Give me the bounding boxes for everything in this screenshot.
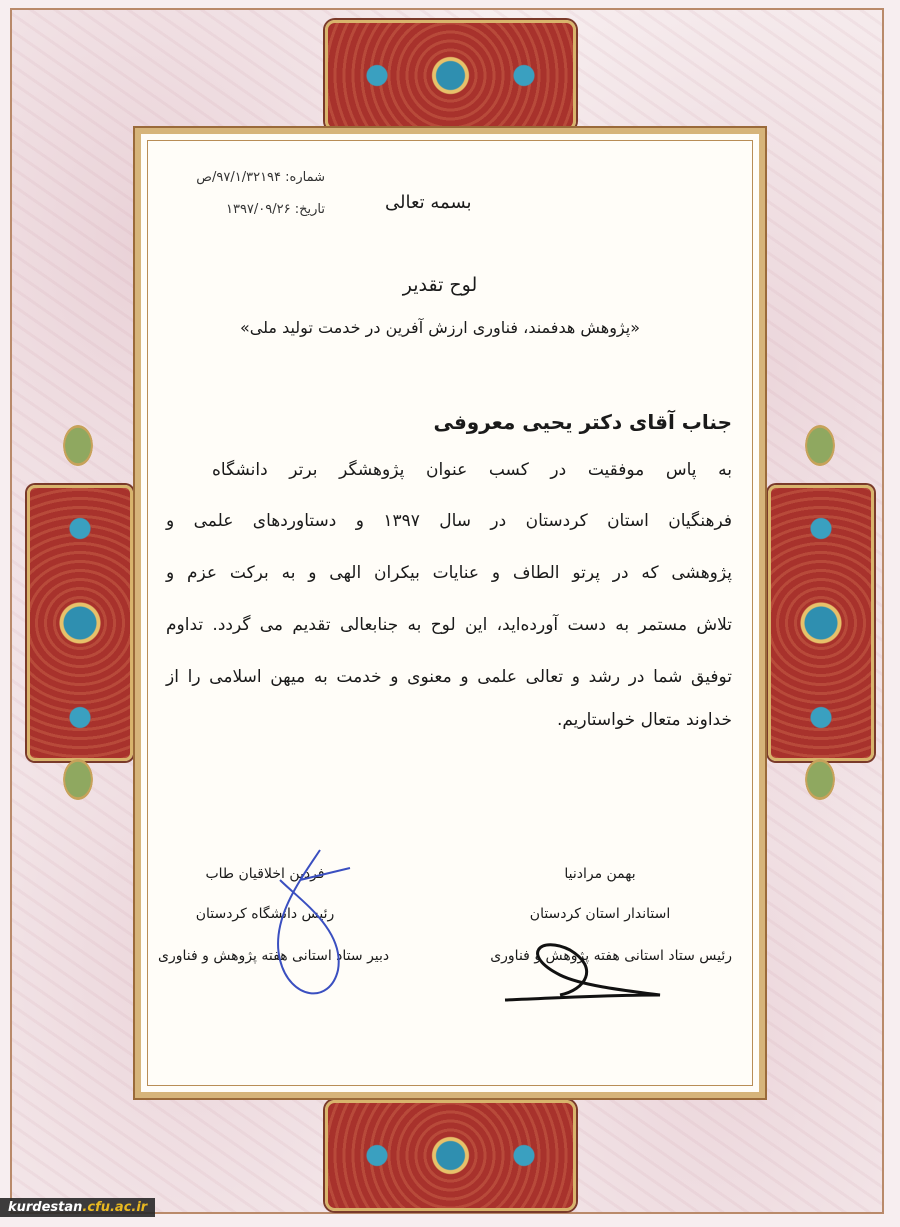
certificate-subtitle: «پژوهش هدفمند، فناوری ارزش آفرین در خدمت تولید ملی» xyxy=(240,318,640,337)
website-watermark xyxy=(0,1198,155,1217)
date-label: تاریخ: xyxy=(294,202,325,217)
body-line-2: فرهنگیان استان کردستان در سال ۱۳۹۷ و دستاوردهای علمی و xyxy=(166,511,732,531)
body-line-1: به پاس موفقیت در کسب عنوان پژوهشگر برتر دانشگاه xyxy=(212,460,732,480)
body-line-5: توفیق شما در رشد و تعالی علمی و معنوی و خدمت به میهن اسلامی را از xyxy=(166,667,732,687)
body-line-3: پژوهشی که در پرتو الطاف و عنایات بیکران الهی و به برکت عزم و xyxy=(166,563,732,583)
invocation: بسمه تعالی xyxy=(385,192,472,213)
signatory-1-name: بهمن مرادنیا xyxy=(564,866,636,882)
signature-black xyxy=(505,945,660,1000)
signatory-2-position: رئیس دانشگاه کردستان xyxy=(195,906,335,922)
number-label: شماره: xyxy=(285,170,325,185)
signatory-2-name: فردین اخلاقیان طاب xyxy=(205,866,325,882)
recipient-name: جناب آقای دکتر یحیی معروفی xyxy=(433,410,732,434)
signatory-1-role: رئیس ستاد استانی هفته پژوهش و فناوری xyxy=(490,948,732,964)
signatory-1-position: استاندار استان کردستان xyxy=(529,906,671,922)
signature-blue xyxy=(278,850,350,993)
watermark-suffix: .cfu.ac.ir xyxy=(82,1200,148,1215)
body-line-4: تلاش مستمر به دست آورده‌اید، این لوح به جنابعالی تقدیم می گردد. تداوم xyxy=(166,615,732,635)
watermark-domain: kurdestan xyxy=(8,1200,83,1215)
date-value: ۱۳۹۷/۰۹/۲۶ xyxy=(225,202,291,217)
number-value: ۹۷/۱/۳۲۱۹۴/ص xyxy=(196,170,282,185)
certificate-title: لوح تقدیر xyxy=(402,274,478,296)
signatory-2-role: دبیر ستاد استانی هفته پژوهش و فناوری xyxy=(158,948,390,964)
body-line-6: خداوند متعال خواستاریم. xyxy=(556,710,732,730)
